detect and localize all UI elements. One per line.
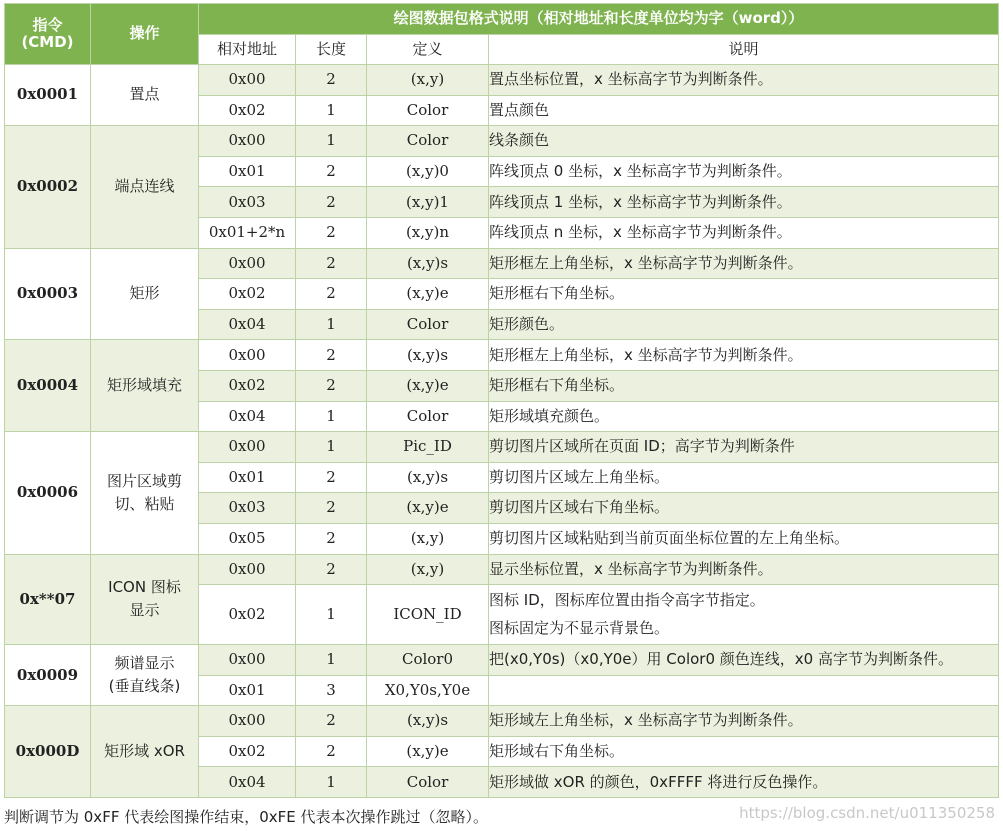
cmd-cell: 0x0009 <box>5 645 91 706</box>
def-cell: Color <box>367 309 489 340</box>
len-cell: 1 <box>296 95 367 126</box>
header-cmd <box>5 4 91 65</box>
addr-cell: 0x02 <box>199 585 296 645</box>
addr-cell: 0x03 <box>199 493 296 524</box>
desc-line: 矩形框右下角坐标。 <box>489 284 625 303</box>
cmd-cell: 0x0001 <box>5 65 91 126</box>
def-cell: (x,y) <box>367 65 489 96</box>
desc-line: 矩形框左上角坐标，x 坐标高字节为判断条件。 <box>489 253 803 272</box>
desc-line: 矩形域做 xOR 的颜色，0xFFFF 将进行反色操作。 <box>489 772 828 791</box>
op-line: 端点连线 <box>114 177 175 196</box>
desc-cell <box>489 706 999 737</box>
len-cell: 1 <box>296 432 367 463</box>
cmd-cell: 0x0002 <box>5 126 91 248</box>
desc-line: 矩形域右下角坐标。 <box>489 742 625 761</box>
desc-cell <box>489 523 999 554</box>
desc-line: 剪切图片区域粘贴到当前页面坐标位置的左上角坐标。 <box>489 529 850 548</box>
table-row <box>5 126 999 157</box>
addr-cell: 0x04 <box>199 767 296 798</box>
len-cell: 1 <box>296 645 367 676</box>
op-cell <box>91 645 199 706</box>
len-cell: 1 <box>296 585 367 645</box>
addr-cell: 0x00 <box>199 340 296 371</box>
col-def-header: 定义 <box>367 35 489 65</box>
desc-line: 矩形框右下角坐标。 <box>489 376 625 395</box>
desc-line: 矩形域填充颜色。 <box>489 406 610 425</box>
addr-cell: 0x01+2*n <box>199 217 296 248</box>
addr-cell: 0x00 <box>199 645 296 676</box>
desc-cell <box>489 95 999 126</box>
desc-cell <box>489 493 999 524</box>
def-cell: Color <box>367 126 489 157</box>
len-cell: 2 <box>296 523 367 554</box>
draw-packet-table <box>4 3 999 798</box>
op-line: 矩形域填充 <box>106 376 182 395</box>
len-cell: 1 <box>296 401 367 432</box>
table-row <box>5 554 999 585</box>
op-cell <box>91 706 199 798</box>
addr-cell: 0x00 <box>199 554 296 585</box>
desc-cell <box>489 126 999 157</box>
op-cell <box>91 65 199 126</box>
def-cell: (x,y)s <box>367 706 489 737</box>
desc-line: 剪切图片区域左上角坐标。 <box>489 467 670 486</box>
desc-cell <box>489 554 999 585</box>
op-cell <box>91 340 199 432</box>
len-cell: 2 <box>296 493 367 524</box>
op-line: 图片区域剪 <box>106 471 182 490</box>
desc-line: 剪切图片区域右下角坐标。 <box>489 498 670 517</box>
cmd-cell: 0x0004 <box>5 340 91 432</box>
def-cell: Color <box>367 767 489 798</box>
len-cell: 1 <box>296 767 367 798</box>
desc-line: 剪切图片区域所在页面 ID；高字节为判断条件 <box>489 437 795 456</box>
def-cell: Color <box>367 401 489 432</box>
table-row <box>5 340 999 371</box>
desc-cell <box>489 65 999 96</box>
op-line: 矩形 <box>129 284 160 303</box>
addr-cell: 0x04 <box>199 401 296 432</box>
def-cell: Color0 <box>367 645 489 676</box>
len-cell: 2 <box>296 279 367 310</box>
addr-cell: 0x02 <box>199 370 296 401</box>
def-cell: (x,y) <box>367 523 489 554</box>
footer-note: 判断调节为 0xFF 代表绘图操作结束，0xFE 代表本次操作跳过（忽略）。 <box>4 808 489 826</box>
table-row <box>5 645 999 676</box>
addr-cell: 0x00 <box>199 126 296 157</box>
desc-cell <box>489 585 999 645</box>
desc-cell <box>489 767 999 798</box>
desc-line: 矩形域左上角坐标，x 坐标高字节为判断条件。 <box>489 711 803 730</box>
desc-cell <box>489 279 999 310</box>
desc-cell <box>489 736 999 767</box>
addr-cell: 0x05 <box>199 523 296 554</box>
header-op: 操作 <box>91 4 199 65</box>
desc-cell <box>489 401 999 432</box>
desc-line: 把(x0,Y0s)（x0,Y0e）用 Color0 颜色连线，x0 高字节为判断条件。 <box>489 650 953 669</box>
desc-line: 矩形颜色。 <box>489 314 565 333</box>
op-line: 置点 <box>129 85 160 104</box>
len-cell: 1 <box>296 126 367 157</box>
op-line: (垂直线条) <box>108 677 181 696</box>
cmd-cell: 0x0003 <box>5 248 91 340</box>
desc-cell <box>489 645 999 676</box>
op-line: ICON 图标 <box>108 578 181 597</box>
desc-line: 图标 ID，图标库位置由指令高字节指定。 <box>489 591 765 610</box>
addr-cell: 0x01 <box>199 156 296 187</box>
desc-line: 置点颜色 <box>489 100 550 119</box>
addr-cell: 0x00 <box>199 706 296 737</box>
len-cell: 3 <box>296 675 367 706</box>
desc-line: 阵线顶点 n 坐标，x 坐标高字节为判断条件。 <box>489 223 792 242</box>
header-cmd-line1: 指令 <box>32 15 63 34</box>
len-cell: 2 <box>296 65 367 96</box>
def-cell: (x,y)e <box>367 279 489 310</box>
watermark: https://blog.csdn.net/u011350258 <box>739 804 995 822</box>
len-cell: 2 <box>296 187 367 218</box>
desc-cell <box>489 156 999 187</box>
desc-line: 显示坐标位置，x 坐标高字节为判断条件。 <box>489 559 773 578</box>
op-line: 切、粘贴 <box>114 494 175 513</box>
addr-cell: 0x02 <box>199 279 296 310</box>
len-cell: 2 <box>296 217 367 248</box>
def-cell: (x,y)e <box>367 370 489 401</box>
def-cell: (x,y)s <box>367 340 489 371</box>
cmd-cell: 0x**07 <box>5 554 91 645</box>
desc-cell <box>489 462 999 493</box>
addr-cell: 0x03 <box>199 187 296 218</box>
op-cell <box>91 126 199 248</box>
table-row <box>5 65 999 96</box>
table-row <box>5 706 999 737</box>
op-line: 矩形域 xOR <box>104 742 185 761</box>
len-cell: 1 <box>296 309 367 340</box>
desc-line: 阵线顶点 1 坐标，x 坐标高字节为判断条件。 <box>489 192 792 211</box>
table-body <box>5 65 999 798</box>
cmd-cell: 0x000D <box>5 706 91 798</box>
op-cell <box>91 554 199 645</box>
col-len-header: 长度 <box>296 35 367 65</box>
len-cell: 2 <box>296 736 367 767</box>
op-cell <box>91 248 199 340</box>
desc-line: 矩形框左上角坐标，x 坐标高字节为判断条件。 <box>489 345 803 364</box>
addr-cell: 0x00 <box>199 248 296 279</box>
len-cell: 2 <box>296 706 367 737</box>
desc-cell <box>489 187 999 218</box>
def-cell: (x,y)e <box>367 493 489 524</box>
addr-cell: 0x01 <box>199 462 296 493</box>
desc-line: 阵线顶点 0 坐标，x 坐标高字节为判断条件。 <box>489 161 792 180</box>
table-row <box>5 248 999 279</box>
desc-line: 线条颜色 <box>489 131 550 150</box>
header-cmd-line2: (CMD) <box>21 33 74 51</box>
def-cell: (x,y) <box>367 554 489 585</box>
def-cell: Color <box>367 95 489 126</box>
def-cell: (x,y)1 <box>367 187 489 218</box>
col-desc-header: 说明 <box>489 35 999 65</box>
desc-cell <box>489 248 999 279</box>
col-addr-header: 相对地址 <box>199 35 296 65</box>
op-line: 显示 <box>129 601 160 620</box>
table-row <box>5 432 999 463</box>
desc-cell <box>489 340 999 371</box>
desc-cell <box>489 370 999 401</box>
addr-cell: 0x02 <box>199 95 296 126</box>
cmd-cell: 0x0006 <box>5 432 91 554</box>
op-cell <box>91 432 199 554</box>
def-cell: (x,y)s <box>367 462 489 493</box>
desc-cell <box>489 309 999 340</box>
desc-cell <box>489 675 999 706</box>
addr-cell: 0x00 <box>199 65 296 96</box>
def-cell: X0,Y0s,Y0e <box>367 675 489 706</box>
def-cell: (x,y)e <box>367 736 489 767</box>
def-cell: (x,y)0 <box>367 156 489 187</box>
len-cell: 2 <box>296 462 367 493</box>
desc-line: 图标固定为不显示背景色。 <box>489 618 670 637</box>
def-cell: (x,y)s <box>367 248 489 279</box>
len-cell: 2 <box>296 370 367 401</box>
len-cell: 2 <box>296 340 367 371</box>
len-cell: 2 <box>296 554 367 585</box>
def-cell: ICON_ID <box>367 585 489 645</box>
addr-cell: 0x00 <box>199 432 296 463</box>
desc-line: 置点坐标位置，x 坐标高字节为判断条件。 <box>489 70 773 89</box>
header-title: 绘图数据包格式说明（相对地址和长度单位均为字（word）） <box>199 4 999 35</box>
op-line: 频谱显示 <box>114 653 175 672</box>
addr-cell: 0x04 <box>199 309 296 340</box>
len-cell: 2 <box>296 156 367 187</box>
desc-cell <box>489 217 999 248</box>
addr-cell: 0x02 <box>199 736 296 767</box>
len-cell: 2 <box>296 248 367 279</box>
def-cell: Pic_ID <box>367 432 489 463</box>
addr-cell: 0x01 <box>199 675 296 706</box>
def-cell: (x,y)n <box>367 217 489 248</box>
desc-cell <box>489 432 999 463</box>
